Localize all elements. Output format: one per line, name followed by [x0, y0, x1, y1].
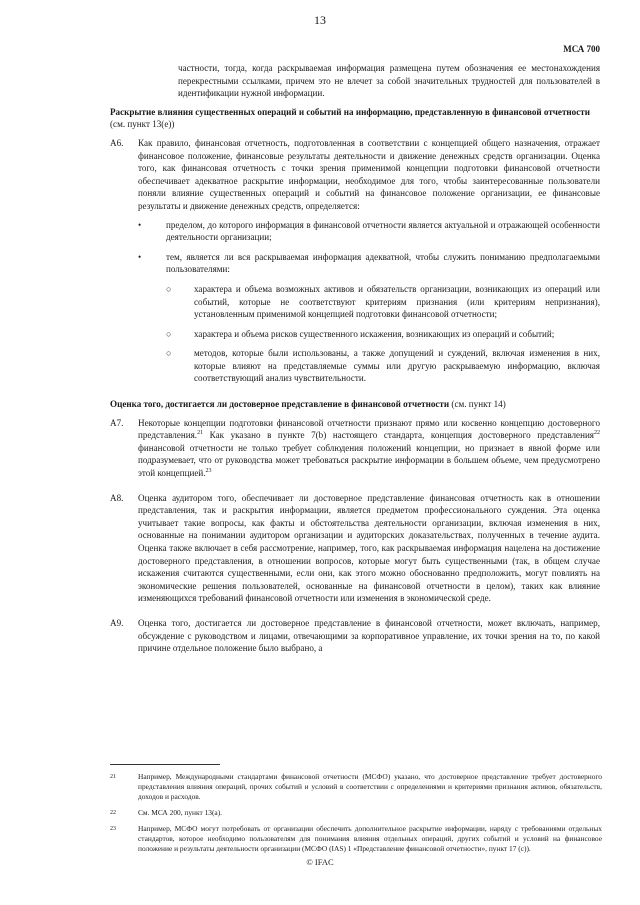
footnote-ref[interactable]: 22	[594, 430, 600, 437]
section-heading-text: Оценка того, достигается ли достоверное представление в финансовой отчетности	[110, 399, 450, 410]
paragraph-a6	[110, 137, 600, 392]
circle-bullet-icon: ○	[166, 283, 172, 294]
sub-bullet-item	[166, 283, 600, 321]
sub-bullet-item	[166, 347, 600, 385]
footnote-number: 21	[110, 774, 116, 780]
footnotes	[110, 772, 602, 860]
paragraph-text: Оценка того, достигается ли достоверное представление в финансовой отчетности, может включать, например, обсуждение с руководством и лицами, отвечающими за корпоративное управление, их точки зрения на то, по какой причине отдельное положение было выбрано, а	[138, 617, 600, 654]
text-run: Некоторые концепции подготовки финансовой отчетности признают прямо или косвенно концепцию достоверного представления.	[138, 417, 600, 441]
section-heading-fair-presentation	[110, 398, 600, 411]
bullet-item	[138, 251, 600, 276]
circle-bullet-icon: ○	[166, 348, 172, 359]
footnote-number: 22	[110, 810, 116, 816]
footnote-number: 23	[110, 826, 116, 832]
paragraph-number: А8.	[110, 492, 124, 503]
standard-code: МСА 700	[563, 44, 600, 54]
section-heading-ref: (см. пункт 14)	[451, 399, 506, 410]
paragraph-text: Оценка аудитором того, обеспечивает ли достоверное представление финансовая отчетность как в отношении представления, так и раскрытия информации, является предметом профессионального суждения. Эта оценка учитывает такие вопросы, как факты и обстоятельства деятельности организации, включая изменения в них, основанные на понимании аудитором организации и аудиторских доказательствах, полученных в течение аудита. Оценка также включает в себя рассмотрение, например, того, как раскрываемая информация нацелена на достижение достоверного представления, в отношении вопросов, которые могут быть существенными (так, в общем случае искажения считаются существенными, если они, как этого можно обоснованно предположить, могут повлиять на экономические решения пользователей, основанные на финансовой отчетности в целом), таких как влияние изменяющихся требований финансовой отчетности или изменения в экономической среде.	[138, 492, 600, 604]
sub-bullet-text: методов, которые были использованы, а также допущений и суждений, включая изменения в них, которые влияют на представляемые суммы или другую раскрываемую информацию, включая соответствующий анализ чувствительности.	[194, 348, 600, 384]
footnote-item	[110, 808, 602, 818]
paragraph-number: А9.	[110, 617, 124, 628]
text-run: Как указано в пункте 7(b) настоящего стандарта, концепция достоверного представления	[203, 430, 594, 441]
paragraph-number: А6.	[110, 137, 124, 148]
bullet-icon: •	[138, 219, 142, 230]
footnote-text: Например, Международными стандартами финансовой отчетности (МСФО) указано, что достоверное представление требует достоверного представления влияния операций, прочих событий и условий в соответствии с определениями и критериями признания активов, обязательств, доходов и расходов.	[138, 772, 602, 801]
footnote-item	[110, 772, 602, 802]
paragraph-a9	[110, 617, 600, 661]
section-heading-disclosure	[110, 106, 600, 131]
continuation-paragraph: частности, тогда, когда раскрываемая информация размещена путем обозначения ее местонахождения перекрестными ссылками, причем это не влечет за собой значительных трудностей для пользователей в идентификации нужной информации.	[178, 63, 600, 99]
bullet-item	[138, 219, 600, 244]
circle-bullet-icon: ○	[166, 328, 172, 339]
section-heading-ref: (см. пункт 13(е))	[110, 119, 175, 130]
bullet-text: тем, является ли вся раскрываемая информация адекватной, чтобы служить пониманию предполагаемыми пользователями:	[166, 251, 600, 275]
footnote-text: Например, МСФО могут потребовать от организации обеспечить дополнительное раскрытие информации, наряду с требованиями отдельных стандартов, которое необходимо пользователям для понимания влияния отдельных операций, других событий и условий на финансовое положение и результаты деятельности организации (МСФО (IAS) 1 «Представление финансовой отчетности», пункт 17 (с)).	[138, 824, 602, 853]
footnote-item	[110, 824, 602, 854]
paragraph-a7	[110, 417, 600, 486]
sub-bullet-text: характера и объема рисков существенного искажения, возникающих из операций и событий;	[194, 328, 555, 339]
footnote-text: См. МСА 200, пункт 13(а).	[138, 808, 223, 817]
paragraph-a8	[110, 492, 600, 611]
paragraph-text	[138, 417, 600, 480]
text-run: финансовой отчетности не только требует соблюдения положений концепции, но признает в явной форме или подразумевает, что от руководства может требоваться раскрытие информации в большем объеме, чем предусмотрено этой концепцией.	[138, 442, 600, 479]
footnote-divider	[110, 764, 220, 765]
page-number: 13	[314, 13, 326, 27]
main-text	[110, 62, 600, 667]
bullet-text: пределом, до которого информация в финансовой отчетности является актуальной и отражающей особенности деятельности организации;	[166, 219, 600, 243]
footnote-ref[interactable]: 23	[205, 468, 212, 474]
footnote-ref[interactable]: 21	[197, 430, 204, 437]
paragraph-number: А7.	[110, 417, 124, 428]
copyright-footer: © IFAC	[306, 857, 334, 867]
section-heading-text: Раскрытие влияния существенных операций и событий на информацию, представленную в финансовой отчетности	[110, 106, 590, 117]
paragraph-text: Как правило, финансовая отчетность, подготовленная в соответствии с концепцией общего назначения, отражает финансовое положение, финансовые результаты деятельности и движение денежных средств организации. Оценка того, как финансовая отчетность с точки зрения применимой концепции подготовки финансовой отчетности обеспечивает адекватное раскрытие информации, необходимое для того, чтобы заинтересованные пользователи поняли влияние существенных операций и событий на финансовое положение организации, ее финансовые результаты и движение денежных средств, определяется:	[138, 137, 600, 211]
sub-bullet-text: характера и объема возможных активов и обязательств организации, возникающих из операций или событий, которые не соответствуют критериям признания (или критериям непризнания), установленным применимой концепцией подготовки финансовой отчетности;	[194, 283, 600, 320]
sub-bullet-item	[166, 328, 600, 341]
bullet-icon: •	[138, 251, 142, 262]
